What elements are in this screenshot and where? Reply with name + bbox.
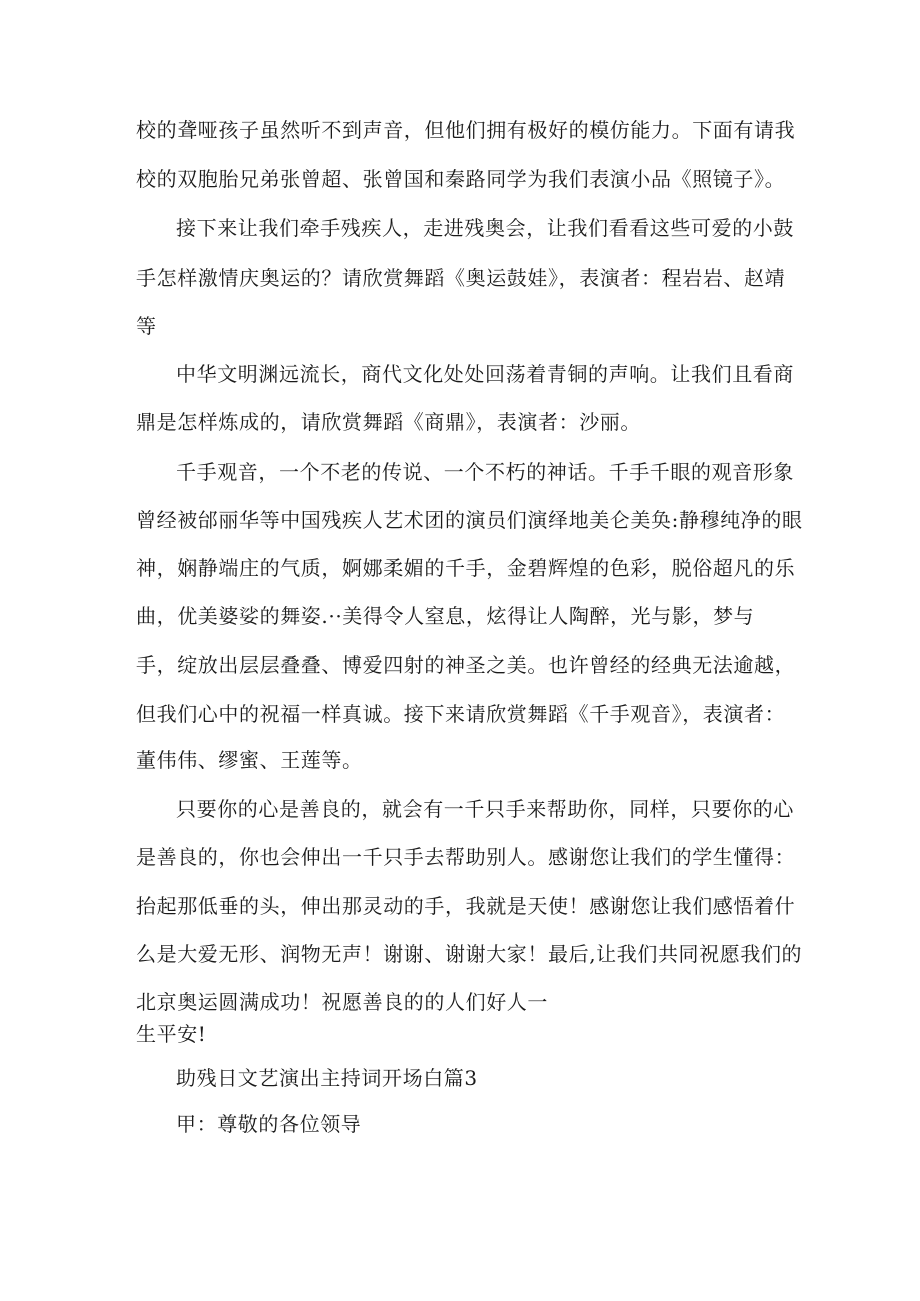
text-line: 曲，优美婆娑的舞姿.··美得令人窒息，炫得让人陶醉，光与影，梦与 <box>136 604 755 628</box>
text-line: 抬起那低垂的头，伸出那灵动的手，我就是天使！感谢您让我们感悟着什 <box>136 894 796 918</box>
text-line: 校的聋哑孩子虽然听不到声音，但他们拥有极好的模仿能力。下面有请我 <box>136 118 796 142</box>
text-line: 么是大爱无形、润物无声！谢谢、谢谢大家！最后,让我们共同祝愿我们的 <box>136 942 803 966</box>
text-line: 北京奥运圆满成功！祝愿善良的的人们好人一 <box>136 990 548 1014</box>
text-line: 中华文明渊远流长，商代文化处处回荡着青铜的声响。让我们且看商 <box>176 362 794 386</box>
text-line: 生平安! <box>136 1022 207 1046</box>
section-heading: 助残日文艺演出主持词开场白篇3 <box>176 1066 478 1090</box>
text-line: 接下来让我们牵手残疾人，走进残奥会，让我们看看这些可爱的小鼓 <box>176 216 794 240</box>
text-line: 校的双胞胎兄弟张曾超、张曾国和秦路同学为我们表演小品《照镜子》。 <box>136 167 786 191</box>
text-line: 等 <box>136 314 157 338</box>
text-line: 曾经被邰丽华等中国残疾人艺术团的演员们演绎地美仑美奂:静穆纯净的眼 <box>136 508 803 532</box>
text-line: 手怎样激情庆奥运的？请欣赏舞蹈《奥运鼓娃》，表演者：程岩岩、赵靖 <box>136 266 786 290</box>
text-line: 鼎是怎样炼成的，请欣赏舞蹈《商鼎》，表演者：沙丽。 <box>136 410 641 434</box>
text-line: 是善良的，你也会伸出一千只手去帮助别人。感谢您让我们的学生懂得： <box>136 845 796 869</box>
text-line: 手，绽放出层层叠叠、博爱四射的神圣之美。也许曾经的经典无法逾越， <box>136 653 796 677</box>
text-line: 千手观音，一个不老的传说、一个不朽的神话。千手千眼的观音形象 <box>176 460 794 484</box>
text-line: 董伟伟、缪蜜、王莲等。 <box>136 748 363 772</box>
text-line: 但我们心中的祝福一样真诚。接下来请欣赏舞蹈《千手观音》，表演者： <box>136 702 786 726</box>
text-line: 只要你的心是善良的，就会有一千只手来帮助你，同样，只要你的心 <box>176 797 794 821</box>
text-line: 甲：尊敬的各位领导 <box>176 1112 362 1136</box>
text-line: 神，娴静端庄的气质，婀娜柔媚的千手，金碧辉煌的色彩，脱俗超凡的乐 <box>136 556 796 580</box>
